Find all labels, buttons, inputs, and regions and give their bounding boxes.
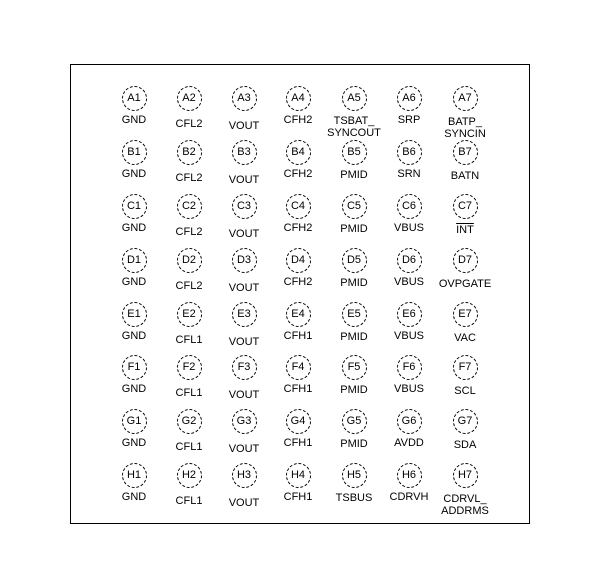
pin-ball-b4: B4 <box>286 140 311 165</box>
pin-signal-a1: GND <box>121 114 147 126</box>
pin-signal-e6: VBUS <box>394 330 424 342</box>
pin-ball-d2: D2 <box>177 248 202 273</box>
pin-ball-d6: D6 <box>397 248 422 273</box>
pin-ball-b2: B2 <box>177 140 202 165</box>
pin-signal-g7: SDA <box>453 439 477 451</box>
pin-ball-d7: D7 <box>453 248 478 273</box>
pin-signal-h1: GND <box>121 491 147 503</box>
pin-signal-f6: VBUS <box>394 383 424 395</box>
pin-ball-f2: F2 <box>177 355 202 380</box>
pin-signal-g2: CFL1 <box>175 441 203 453</box>
pin-ball-g7: G7 <box>453 409 478 434</box>
pin-signal-g3: VOUT <box>228 443 260 455</box>
pin-signal-a7: SYNCIN <box>444 128 486 140</box>
pin-ball-f6: F6 <box>397 355 422 380</box>
pin-ball-h1: H1 <box>122 463 147 488</box>
pin-signal-h7: CDRVL_ <box>443 493 487 505</box>
pin-signal-b6: SRN <box>397 168 421 180</box>
pin-signal-d6: VBUS <box>394 276 424 288</box>
pin-ball-e5: E5 <box>342 302 367 327</box>
pin-ball-h3: H3 <box>232 463 257 488</box>
pin-signal-a5: SYNCOUT <box>327 127 381 139</box>
pin-signal-f4: CFH1 <box>283 383 313 395</box>
pin-ball-e2: E2 <box>177 302 202 327</box>
pin-signal-g5: PMID <box>340 438 368 450</box>
pin-ball-e7: E7 <box>453 302 478 327</box>
pin-ball-d5: D5 <box>342 248 367 273</box>
pin-ball-d4: D4 <box>286 248 311 273</box>
pin-ball-d3: D3 <box>232 248 257 273</box>
pin-signal-a2: CFL2 <box>175 118 203 130</box>
pin-signal-f2: CFL1 <box>175 387 203 399</box>
pin-signal-d1: GND <box>121 276 147 288</box>
pin-ball-c4: C4 <box>286 194 311 219</box>
pin-ball-a7: A7 <box>453 86 478 111</box>
pin-ball-c7: C7 <box>453 194 478 219</box>
pin-signal-d2: CFL2 <box>175 280 203 292</box>
pin-signal-g6: AVDD <box>394 437 424 449</box>
pin-ball-c6: C6 <box>397 194 422 219</box>
pin-ball-e6: E6 <box>397 302 422 327</box>
pin-signal-b2: CFL2 <box>175 172 203 184</box>
pin-ball-c1: C1 <box>122 194 147 219</box>
pin-ball-b7: B7 <box>453 140 478 165</box>
pin-ball-f4: F4 <box>286 355 311 380</box>
pin-ball-g4: G4 <box>286 409 311 434</box>
pin-ball-h5: H5 <box>342 463 367 488</box>
pin-signal-d5: PMID <box>340 277 368 289</box>
pin-ball-f1: F1 <box>122 355 147 380</box>
pin-signal-c3: VOUT <box>228 228 260 240</box>
pin-signal-d3: VOUT <box>228 282 260 294</box>
pin-ball-f3: F3 <box>232 355 257 380</box>
pin-ball-h6: H6 <box>397 463 422 488</box>
pin-signal-c2: CFL2 <box>175 226 203 238</box>
pin-signal-c1: GND <box>121 222 147 234</box>
pin-signal-e1: GND <box>121 330 147 342</box>
pin-signal-h2: CFL1 <box>175 495 203 507</box>
pin-ball-e1: E1 <box>122 302 147 327</box>
pin-signal-d4: CFH2 <box>283 276 313 288</box>
pin-ball-f7: F7 <box>453 355 478 380</box>
pin-ball-f5: F5 <box>342 355 367 380</box>
pin-signal-b1: GND <box>121 168 147 180</box>
pin-ball-a5: A5 <box>342 86 367 111</box>
pin-ball-c3: C3 <box>232 194 257 219</box>
pin-signal-b4: CFH2 <box>283 168 313 180</box>
pin-ball-g3: G3 <box>232 409 257 434</box>
pin-signal-e5: PMID <box>340 331 368 343</box>
pin-ball-d1: D1 <box>122 248 147 273</box>
pin-ball-a2: A2 <box>177 86 202 111</box>
pin-signal-f5: PMID <box>340 384 368 396</box>
pin-signal-a6: SRP <box>397 114 421 126</box>
pin-ball-a6: A6 <box>397 86 422 111</box>
pin-signal-f1: GND <box>121 383 147 395</box>
pin-signal-a7: BATP_ <box>447 116 483 128</box>
pin-signal-d7: OVPGATE <box>438 278 492 290</box>
pin-ball-b6: B6 <box>397 140 422 165</box>
pin-signal-c4: CFH2 <box>283 222 313 234</box>
pin-signal-a4: CFH2 <box>283 114 313 126</box>
pin-ball-b1: B1 <box>122 140 147 165</box>
pin-ball-a1: A1 <box>122 86 147 111</box>
pin-ball-g1: G1 <box>122 409 147 434</box>
pin-signal-c6: VBUS <box>394 222 424 234</box>
pin-signal-c7: $\overline{INT}$ <box>456 224 474 236</box>
pin-signal-h3: VOUT <box>228 497 260 509</box>
pin-signal-a5: TSBAT_ <box>333 115 375 127</box>
pin-ball-g2: G2 <box>177 409 202 434</box>
pin-ball-c5: C5 <box>342 194 367 219</box>
pin-signal-e4: CFH1 <box>283 330 313 342</box>
pin-signal-h6: CDRVH <box>389 491 429 503</box>
pin-ball-g5: G5 <box>342 409 367 434</box>
pin-ball-e3: E3 <box>232 302 257 327</box>
pin-signal-h7: ADDRMS <box>441 505 489 517</box>
pin-signal-a3: VOUT <box>228 120 260 132</box>
pin-ball-e4: E4 <box>286 302 311 327</box>
pin-ball-c2: C2 <box>177 194 202 219</box>
pin-signal-e7: VAC <box>454 332 476 344</box>
pin-signal-f3: VOUT <box>228 389 260 401</box>
pin-ball-h7: H7 <box>453 463 478 488</box>
pin-ball-a3: A3 <box>232 86 257 111</box>
pin-ball-g6: G6 <box>397 409 422 434</box>
pin-signal-f7: SCL <box>454 385 476 397</box>
pin-ball-h2: H2 <box>177 463 202 488</box>
pin-signal-b7: BATN <box>450 170 480 182</box>
pin-signal-c5: PMID <box>340 223 368 235</box>
pin-signal-h5: TSBUS <box>335 492 373 504</box>
pin-ball-h4: H4 <box>286 463 311 488</box>
pin-ball-b5: B5 <box>342 140 367 165</box>
pin-signal-e2: CFL1 <box>175 334 203 346</box>
pin-signal-b3: VOUT <box>228 174 260 186</box>
pin-signal-h4: CFH1 <box>283 491 313 503</box>
pin-signal-g4: CFH1 <box>283 437 313 449</box>
pin-signal-g1: GND <box>121 437 147 449</box>
pin-ball-b3: B3 <box>232 140 257 165</box>
pin-signal-e3: VOUT <box>228 336 260 348</box>
pin-signal-b5: PMID <box>340 169 368 181</box>
pin-ball-a4: A4 <box>286 86 311 111</box>
